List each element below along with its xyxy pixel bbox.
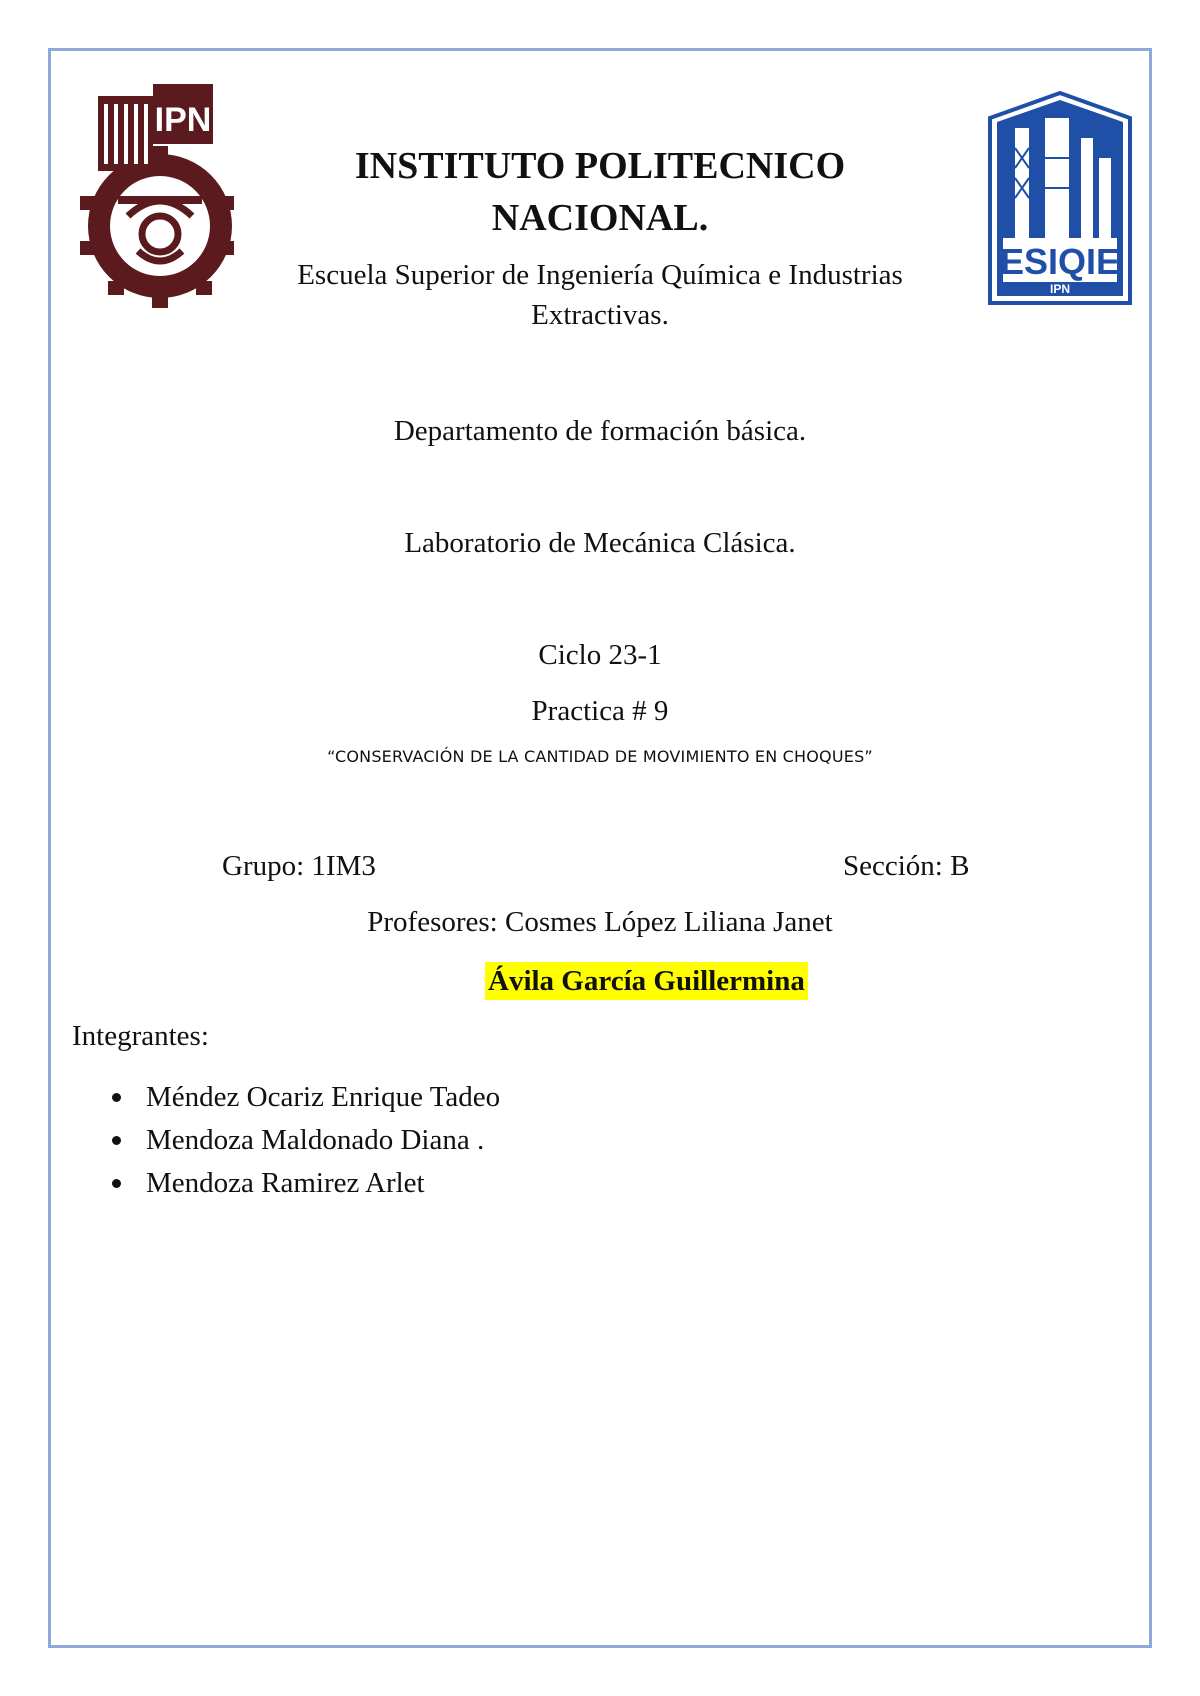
list-item [108,1119,500,1162]
group-line: Grupo: 1IM3 [222,850,376,882]
practice-line: Practica # 9 [531,695,669,727]
cycle-line: Ciclo 23-1 [538,639,662,671]
section-line [843,850,969,883]
list-item [108,1076,500,1119]
bullet-icon [112,1179,121,1188]
bullet-icon [112,1136,121,1145]
ipn-logo-icon [68,76,248,316]
esiqie-logo-subtext: IPN [1049,282,1071,296]
members-list [108,1076,500,1205]
institution-title: INSTITUTO POLITECNICO NACIONAL. [354,145,846,239]
school-name: Escuela Superior de Ingeniería Química e Industrias Extractivas. [297,259,903,331]
professor-highlighted: Ávila García Guillermina [485,962,808,1000]
members-label: Integrantes: [72,1020,209,1052]
laboratory-line: Laboratorio de Mecánica Clásica. [404,527,796,559]
bullet-icon [112,1093,121,1102]
department-line: Departamento de formación básica. [393,415,807,447]
member-name: Méndez Ocariz Enrique Tadeo [146,1081,501,1113]
ipn-logo-text: IPN [154,101,212,139]
esiqie-logo-text: ESIQIE [999,241,1121,282]
practice-title: “CONSERVACIÓN DE LA CANTIDAD DE MOVIMIENTO EN CHOQUES” [327,747,873,766]
list-item [108,1162,500,1205]
section-value: B [950,850,970,882]
member-name: Mendoza Maldonado Diana . [146,1124,485,1156]
professors-line: Profesores: Cosmes López Liliana Janet [367,906,833,938]
member-name: Mendoza Ramirez Arlet [146,1167,425,1199]
esiqie-logo-icon [985,88,1135,310]
section-label: Sección: [843,850,951,882]
